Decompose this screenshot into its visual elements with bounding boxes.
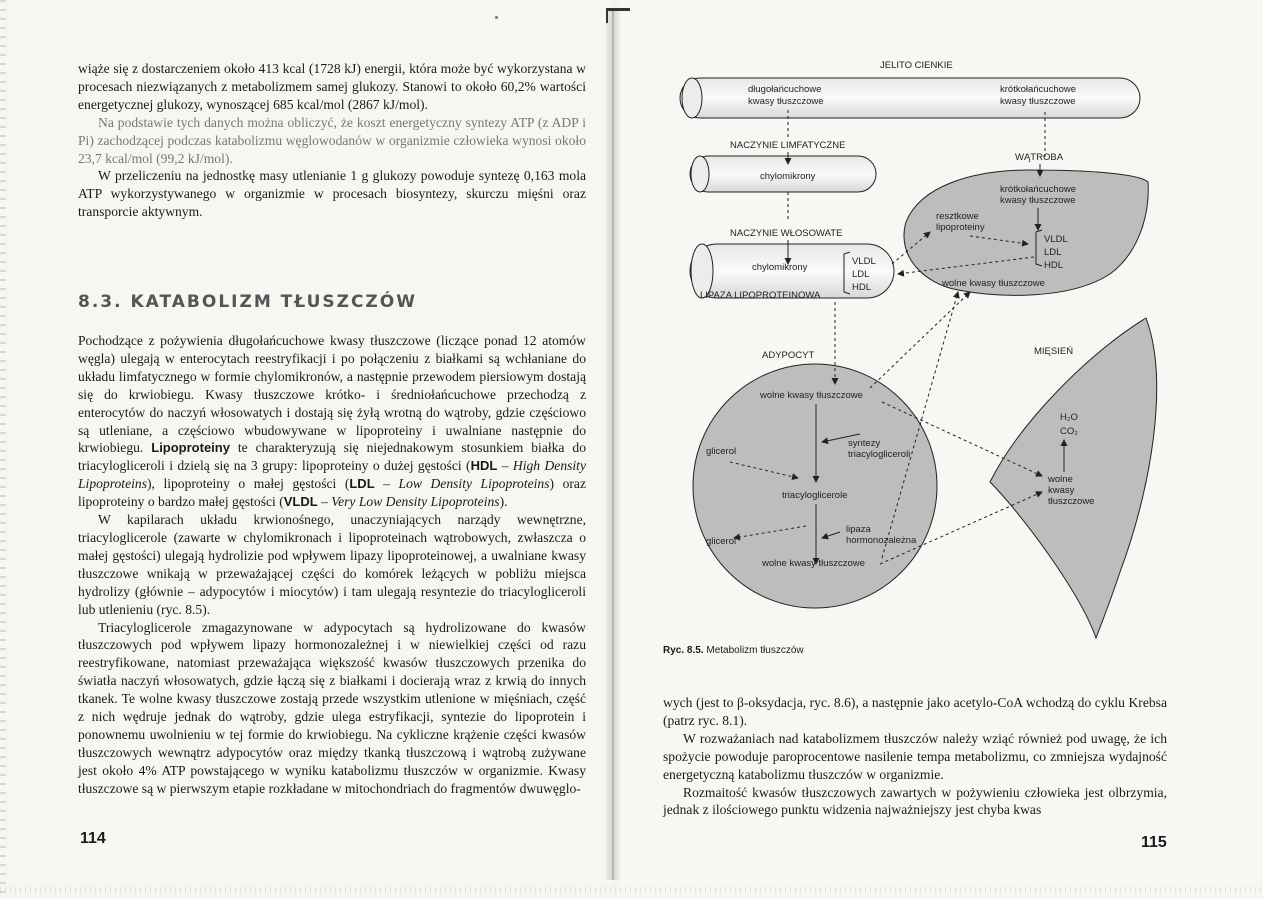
caption-text: Metabolizm tłuszczów (703, 645, 804, 656)
label-hdl: HDL (852, 282, 872, 293)
label-lipase-lipoprotein: LIPAZA LIPOPROTEINOWA (700, 290, 821, 301)
section-paragraph-3: Triacyloglicerole zmagazynowane w adypocytach są hydrolizowane do kwasów tłuszczowych pod wpływem lipazy hormonozależnej i w niewielkiej części od razu reestryfikowane, natomiast przeważająca większość kwasów tłuszczowych przenika do światła naczyń włosowatych, gdzie łączą się z białkami i docierają wraz z krwią do innych tkanek. Te wolne kwasy tłuszczowe zostają przede wszystkim utlenione w mięśniach, część z nich wędruje jednak do wątroby, gdzie ulega estryfikacji, syntezie do lipoprotein i ponownemu uwolnieniu w tej formie do krwiobiegu. Na cykliczne krążenie części kwasów tłuszczowych wewnątrz adypocytów oraz między tkanką tłuszczową i wątrobą zużywane jest około 4% ATP powstającego w wyniku katabolizmu tłuszczów w organizmie. Kwasy tłuszczowe są w pierwszym etapie rozkładane w mitochondriach do fragmentów dwuwęglo- (78, 619, 586, 796)
label-chylomicrons: chylomikrony (760, 171, 816, 182)
section-paragraph-1 (78, 332, 586, 511)
vldl-full: Very Low Density Lipoproteins (331, 494, 500, 510)
label-synthesis-2: triacylogliceroli (848, 449, 911, 460)
page-edge-shadow (0, 0, 6, 899)
p1-part-e: ). (499, 494, 508, 510)
label-short-chain-2: kwasy tłuszczowe (1000, 96, 1076, 107)
right-body (663, 694, 1167, 819)
label-muscle: MIĘSIEŃ (1034, 346, 1074, 357)
label-liver-short-1: krótkołańcuchowe (1000, 184, 1077, 195)
ldl-dash: – (374, 476, 399, 492)
label-liver: WĄTROBA (1015, 152, 1064, 163)
label-remnants-1: resztkowe (936, 211, 979, 222)
term-hdl: HDL (470, 458, 498, 474)
intro-paragraph-2: Na podstawie tych danych można obliczyć, że koszt energetyczny syntezy ATP (z ADP i Pi) zachodzącej podczas katabolizmu węglowodanów w organizmie człowieka wynosi około 23,7 kcal/mol (99,2 kJ/mol). (78, 114, 586, 166)
label-triacylglycerols: triacyloglicerole (782, 490, 848, 501)
term-vldl: VLDL (283, 494, 318, 510)
label-lipase-hs-2: hormonozależna (846, 535, 917, 546)
label-ldl: LDL (852, 269, 870, 280)
right-paragraph-2: W rozważaniach nad katabolizmem tłuszczów należy wziąć również pod uwagę, że ich spożycie powoduje paroprocentowe nasilenie tempa metabolizmu, co zmniejsza wydajność energetyczną katabolizmu tłuszczów w organizmie. (663, 730, 1167, 782)
hdl-full: High Density Lipoproteins (78, 458, 586, 492)
label-muscle-ffa-3: tłuszczowe (1048, 496, 1095, 507)
label-liver-hdl: HDL (1044, 260, 1064, 271)
label-adipocyte: ADYPOCYT (762, 350, 815, 361)
hdl-dash: – (497, 458, 513, 474)
label-chylomicrons-2: chylomikrony (752, 262, 808, 273)
dust-mark (495, 16, 498, 19)
label-h2o: H₂O (1060, 412, 1078, 423)
intro-paragraph-1: wiąże się z dostarczeniem około 413 kcal (1728 kJ) energii, która może być wykorzystana w procesach niezwiązanych z metabolizmem samej glukozy. Stanowi to około 60,2% wartości energetycznej glukozy, wynoszącej 685 kcal/mol (2867 kJ/mol). (78, 61, 586, 112)
intro-text (78, 60, 586, 221)
label-capillary: NACZYNIE WŁOSOWATE (730, 228, 843, 239)
label-lipase-hs-1: lipaza (846, 524, 871, 535)
section-body (78, 332, 586, 798)
label-long-chain-1: długołańcuchowe (748, 84, 822, 95)
page-number-right: 115 (1141, 834, 1167, 851)
label-liver-short-2: kwasy tłuszczowe (1000, 195, 1076, 206)
muscle-shape (990, 318, 1157, 638)
section-heading: 8.3. KATABOLIZM TŁUSZCZÓW (78, 292, 417, 312)
caption-label: Ryc. 8.5. (663, 645, 704, 656)
label-long-chain-2: kwasy tłuszczowe (748, 96, 824, 107)
right-paragraph-1: wych (jest to β-oksydacja, ryc. 8.6), a następnie jako acetylo-CoA wchodzą do cyklu Krebsa (patrz ryc. 8.1). (663, 695, 1167, 728)
ldl-full: Low Density Lipoproteins (398, 476, 550, 492)
p1-part-a: Pochodzące z pożywienia długołańcuchowe kwasy tłuszczowe (liczące ponad 12 atomów węgla) ulegają w enterocytach reestryfikacji i po połączeniu z białkami są wchłaniane do układu limfatycznego w formie chylomikronów, a następnie przewodem piersiowym dostają się do krwiobiegu. Kwasy tłuszczowe krótko- i średniołańcuchowe przechodzą z enterocytów do naczyń włosowatych i dostają się żyłą wrotną do wątroby, gdzie częściowo są utleniane, a częściowo wbudowywane w lipoproteiny i uwalniane następnie do krwiobiegu. (78, 333, 586, 456)
vldl-dash: – (317, 494, 332, 510)
label-ffa-bottom: wolne kwasy tłuszczowe (762, 558, 865, 569)
book-gutter (606, 10, 620, 880)
label-liver-ldl: LDL (1044, 247, 1062, 258)
label-vldl: VLDL (852, 256, 876, 267)
right-paragraph-3: Rozmaitość kwasów tłuszczowych zawartych w pożywieniu człowieka jest olbrzymia, jednak z ilościowego punktu widzenia najważniejszy jest chyba kwas (663, 784, 1167, 818)
label-glycerol-2: glicerol (706, 536, 737, 547)
label-lymph-vessel: NACZYNIE LIMFATYCZNE (730, 140, 846, 151)
page-number-left: 114 (80, 830, 106, 847)
p1-part-b: te charakteryzują się niejednakowym stosunkiem białka do triacylogliceroli i dzielą się na 3 grupy: lipoproteiny o dużej gęstości ( (78, 440, 586, 474)
intro-paragraph-3: W przeliczeniu na jednostkę masy utlenianie 1 g glukozy powoduje syntezę 0,163 mola ATP wykorzystywanego w organizmie w procesach biosyntezy, skurczu mięśni oraz transporcie aktywnym. (78, 168, 586, 220)
label-muscle-ffa-1: wolne (1048, 474, 1073, 485)
label-muscle-ffa-2: kwasy (1048, 485, 1075, 496)
section-paragraph-2: W kapilarach układu krwionośnego, unaczyniających narządy wewnętrzne, triacyloglicerole (zawarte w chylomikronach i lipoproteinach wątrobowych, zwłaszcza o małej gęstości) ulegają hydrolizie pod wpływem lipazy lipoproteinowej, a uwalniane kwasy tłuszczowe wnikają w przeważającej części do komórek leżących w pobliżu miejsca hydrolizy (głównie – adypocytów i miocytów) i tam ulegają resyntezie do triacylogliceroli lub utlenieniu (ryc. 8.5). (78, 512, 586, 617)
p1-part-d: ) oraz lipoproteiny o bardzo małej gęstości ( (78, 476, 586, 510)
label-liver-vldl: VLDL (1044, 234, 1068, 245)
label-co2: CO₂ (1060, 426, 1078, 437)
label-synthesis-1: syntezy (848, 438, 881, 449)
label-glycerol-1: glicerol (706, 446, 737, 457)
term-lipoproteiny: Lipoproteiny (151, 440, 230, 456)
label-liver-ffa: wolne kwasy tłuszczowe (942, 278, 1045, 289)
gutter-mark (606, 8, 630, 23)
figure-caption (663, 645, 804, 656)
label-remnants-2: lipoproteiny (936, 222, 985, 233)
scan-bottom-noise (0, 887, 1263, 893)
label-small-intestine: JELITO CIENKIE (880, 60, 953, 71)
p1-part-c: ), lipoproteiny o małej gęstości ( (146, 476, 350, 492)
label-ffa-top: wolne kwasy tłuszczowe (760, 390, 863, 401)
label-short-chain-1: krótkołańcuchowe (1000, 84, 1077, 95)
term-ldl: LDL (349, 476, 375, 492)
figure-fat-metabolism (670, 52, 1160, 642)
